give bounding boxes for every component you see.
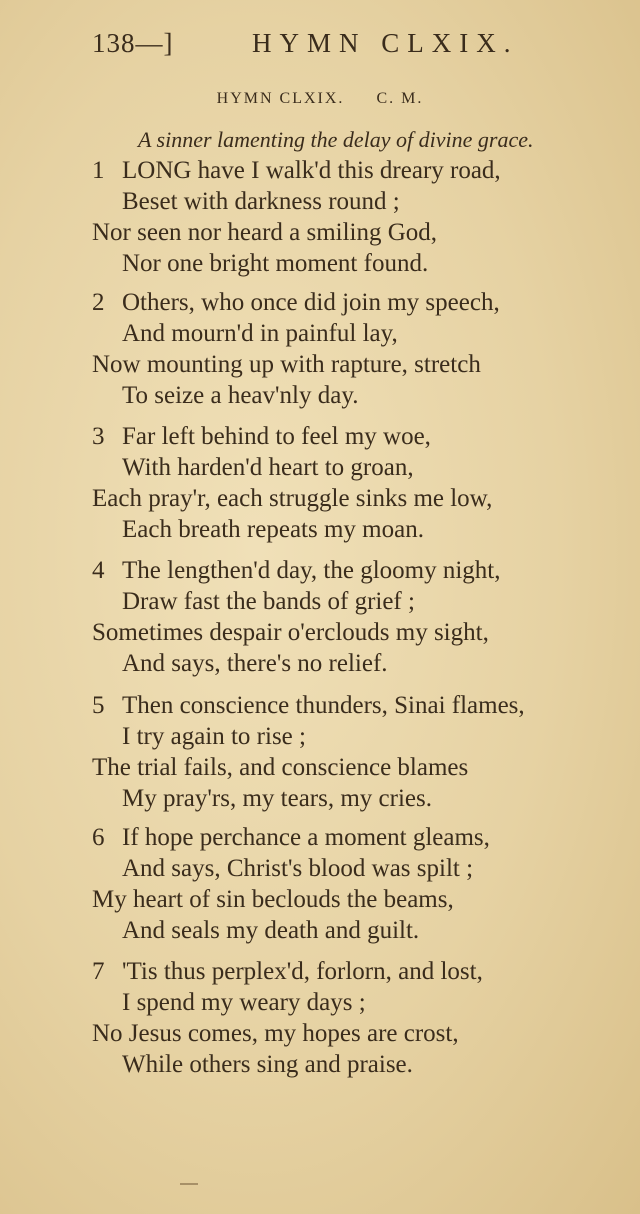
verse-line [92, 987, 572, 1018]
verse-text: Then conscience thunders, Sinai flames, [122, 692, 525, 719]
stanza-2 [92, 287, 572, 411]
verse-text: The lengthen'd day, the gloomy night, [122, 557, 501, 584]
verse-line [92, 956, 572, 987]
stanza-number: 7 [92, 958, 105, 985]
printer-mark [180, 1183, 198, 1185]
stanza-3 [92, 421, 572, 545]
verse-line [92, 349, 572, 380]
verse-line [92, 155, 572, 186]
verse-text: To seize a heav'nly day. [122, 382, 359, 409]
verse-text: And seals my death and guilt. [122, 917, 420, 944]
verse-line [92, 186, 572, 217]
stanza-number: 6 [92, 824, 105, 851]
verse-line [92, 248, 572, 279]
hymn-title: HYMN CLXIX. [216, 90, 345, 107]
verse-text: 'Tis thus perplex'd, forlorn, and lost, [122, 958, 483, 985]
verse-line [92, 783, 572, 814]
verse-line [92, 380, 572, 411]
verse-text: Others, who once did join my speech, [122, 289, 500, 316]
stanza-5 [92, 690, 572, 814]
verse-text: And mourn'd in painful lay, [122, 320, 398, 347]
verse-line [92, 884, 572, 915]
verse-text: My heart of sin beclouds the beams, [92, 886, 454, 913]
verse-text: My pray'rs, my tears, my cries. [122, 785, 432, 812]
verse-text: The trial fails, and conscience blames [92, 754, 469, 781]
page-number: 138—] [92, 28, 174, 58]
hymn-meter: C. M. [376, 90, 424, 107]
verse-line [92, 915, 572, 946]
verse-line [92, 421, 572, 452]
verse-text: LONG have I walk'd this dreary road, [122, 157, 501, 184]
verse-line [92, 514, 572, 545]
verse-line [92, 1049, 572, 1080]
verse-line [92, 752, 572, 783]
stanza-4 [92, 555, 572, 679]
verse-line [92, 555, 572, 586]
verse-text: Draw fast the bands of grief ; [122, 588, 415, 615]
verse-line [92, 1018, 572, 1049]
hymn-heading [0, 90, 640, 108]
verse-line [92, 690, 572, 721]
verse-text: I try again to rise ; [122, 723, 306, 750]
stanza-number: 1 [92, 157, 105, 184]
stanza-1 [92, 155, 572, 279]
stanza-number: 2 [92, 289, 105, 316]
verse-text: No Jesus comes, my hopes are crost, [92, 1020, 459, 1047]
stanza-7 [92, 956, 572, 1080]
verse-line [92, 483, 572, 514]
verse-text: Nor one bright moment found. [122, 250, 429, 277]
stanza-6 [92, 822, 572, 946]
verse-line [92, 721, 572, 752]
verse-text: Now mounting up with rapture, stretch [92, 351, 481, 378]
verse-text: Each breath repeats my moan. [122, 516, 424, 543]
verse-text: And says, there's no relief. [122, 650, 388, 677]
verse-line [92, 617, 572, 648]
verse-text: If hope perchance a moment gleams, [122, 824, 490, 851]
verse-line [92, 287, 572, 318]
stanza-number: 3 [92, 423, 105, 450]
verse-text: Sometimes despair o'erclouds my sight, [92, 619, 489, 646]
verse-text: Nor seen nor heard a smiling God, [92, 219, 438, 246]
verse-line [92, 648, 572, 679]
verse-text: While others sing and praise. [122, 1051, 413, 1078]
running-title: HYMN CLXIX. [252, 28, 519, 58]
verse-text: With harden'd heart to groan, [122, 454, 414, 481]
verse-line [92, 853, 572, 884]
verse-text: Beset with darkness round ; [122, 188, 400, 215]
verse-line [92, 586, 572, 617]
verse-text: Each pray'r, each struggle sinks me low, [92, 485, 493, 512]
verse-text: And says, Christ's blood was spilt ; [122, 855, 474, 882]
page-header [92, 28, 532, 62]
verse-line [92, 822, 572, 853]
verse-text: I spend my weary days ; [122, 989, 366, 1016]
stanza-number: 4 [92, 557, 105, 584]
verse-text: Far left behind to feel my woe, [122, 423, 431, 450]
verse-line [92, 452, 572, 483]
verse-line [92, 318, 572, 349]
hymn-subtitle: A sinner lamenting the delay of divine grace. [138, 127, 534, 152]
stanza-number: 5 [92, 692, 105, 719]
verse-line [92, 217, 572, 248]
